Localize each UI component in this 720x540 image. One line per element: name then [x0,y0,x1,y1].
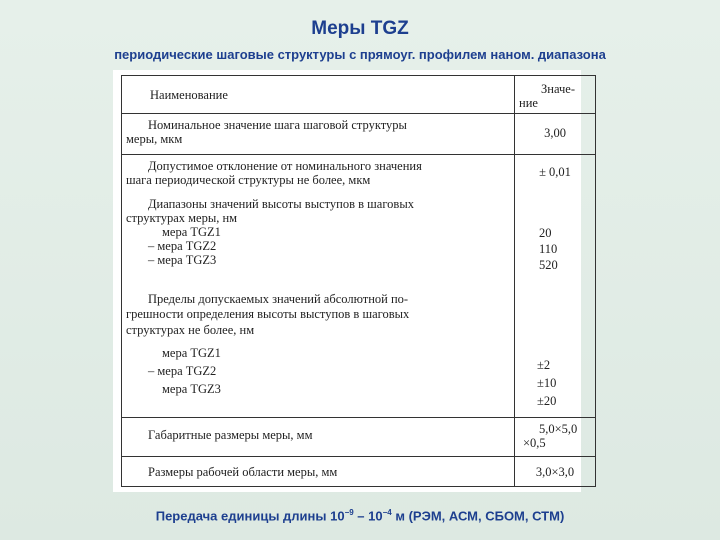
row-value-item: ±2 [537,358,551,373]
row-value [515,418,596,456]
row-name-line: Габаритные размеры меры, мм [148,428,313,443]
row-values [515,191,596,288]
row-name [122,456,515,486]
footer-text: – 10 [353,508,383,524]
table-header-row [122,76,596,114]
row-value: 3,00 [515,114,596,154]
row-name-line: Номинальное значение шага шаговой структуры [148,118,407,133]
row-name [122,114,515,154]
row-value-item: 110 [539,241,558,256]
table-row [122,114,596,154]
row-value-line: ×0,5 [523,436,546,451]
spec-table [121,75,596,487]
row-name-line: Размеры рабочей области меры, мм [148,464,338,479]
row-name [122,418,515,456]
header-value-line-1: Значе- [541,82,575,96]
footer-exponent: −4 [382,508,392,517]
row-value-line: 5,0×5,0 [539,422,578,437]
row-name-line: меры, мкм [126,132,183,147]
footer-text: м (РЭМ, АСМ, СБОМ, СТМ) [391,508,565,524]
table-row [122,288,596,418]
row-item: – мера TGZ2 [148,364,217,379]
row-value: ± 0,01 [515,154,596,190]
header-value-line-2: ние [519,96,538,110]
table-row [122,418,596,456]
row-value-item: 520 [539,257,558,272]
row-name-line: структурах не более, нм [126,323,255,338]
footer-text: Передача единицы длины 10 [155,508,345,524]
table-row [122,456,596,486]
row-name-line: структурах меры, нм [126,210,238,225]
row-name-line: шага периодической структуры не более, мкм [126,172,371,187]
row-name [122,154,515,190]
scanned-table-image [113,70,581,492]
slide-subtitle: периодические шаговые структуры с прямоуг. профилем наном. диапазона [114,47,606,62]
row-value-item: ±10 [537,376,557,391]
row-name-line: Пределы допускаемых значений абсолютной по- [148,292,409,307]
table-row [122,154,596,190]
row-name-line: грешности определения высоты выступов в шаговых [126,307,410,322]
row-name-line: Диапазоны значений высоты выступов в шаговых [148,196,414,211]
row-item: – мера TGZ3 [148,252,217,267]
row-item: мера TGZ1 [162,224,221,239]
row-item: – мера TGZ2 [148,238,217,253]
row-values [515,288,596,418]
row-name-line: Допустимое отклонение от номинального значения [148,158,422,173]
header-value [515,76,596,114]
header-name: Наименование [122,76,515,114]
slide-title: Меры TGZ [311,18,409,39]
row-value: 3,0×3,0 [515,456,596,486]
row-name [122,191,515,288]
row-value-item: 20 [539,225,552,240]
slide-footer [0,508,720,523]
footer-exponent: −9 [344,508,354,517]
row-item: мера TGZ3 [162,382,221,397]
table-row [122,191,596,288]
row-value-item: ±20 [537,394,557,409]
row-name [122,288,515,418]
row-item: мера TGZ1 [162,346,221,361]
